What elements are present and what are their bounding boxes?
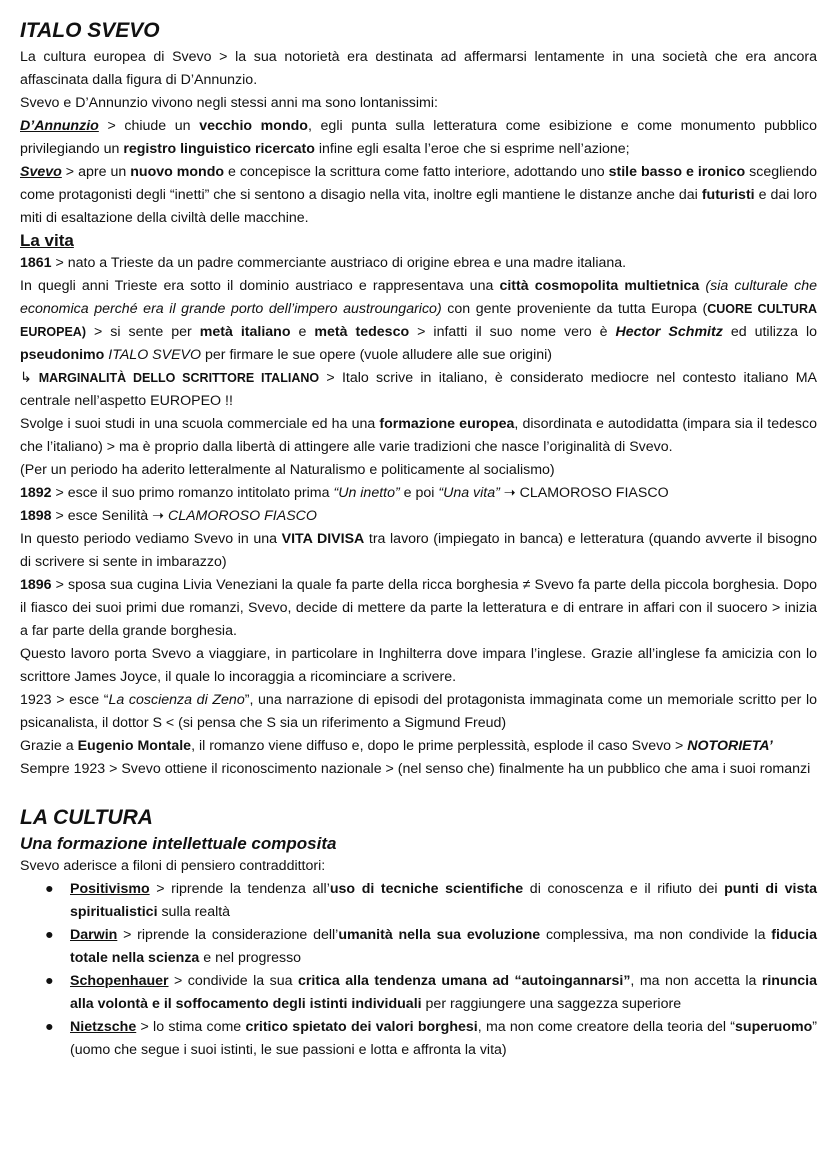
montale-paragraph [20, 735, 817, 758]
section-heading-vita: La vita [20, 231, 74, 250]
list-item [45, 1016, 818, 1062]
bold-run: nuovo mondo [130, 164, 225, 180]
thinker-name: Schopenhauer [70, 973, 169, 989]
text-run: , egli punta sulla letteratura come esibizione e come monumento pubblico privilegiando un [20, 118, 818, 157]
bold-run: superuomo [735, 1019, 813, 1035]
text-run: ”, una narrazione di episodi del protagonista immaginata come un memoriale scritto per lo psicanalista, il dottor S < (si pensa che S sia un riferimento a Sigmund Freud) [20, 692, 818, 731]
text-run: tra lavoro (impiegato in banca) e letteratura (quando avverte il bisogno di scrivere si sente in imbarazzo) [20, 531, 817, 570]
year-1898-paragraph [20, 505, 817, 528]
year-1896-paragraph [20, 574, 817, 643]
bold-run: critica alla tendenza umana ad “autoingannarsi” [298, 973, 631, 989]
bold-run: formazione europea [379, 416, 515, 432]
bold-run: punti di vista spiritualistici [70, 881, 817, 920]
text-run: e concepisce la scrittura come fatto interiore, adottando uno [224, 164, 609, 180]
periodo-paragraph: (Per un periodo ha aderito letteralmente al Naturalismo e politicamente al socialismo) [20, 462, 555, 478]
section-heading-cultura: LA CULTURA [20, 806, 153, 829]
text-run: sulla realtà [157, 904, 231, 920]
text-run: Grazie a [20, 738, 78, 754]
bold-run: metà italiano [199, 324, 291, 340]
text-run: e poi [399, 485, 439, 501]
text-run: e [290, 324, 315, 340]
thinker-name: Darwin [70, 927, 118, 943]
text-run: > esce il suo primo romanzo intitolato prima [51, 485, 334, 501]
text-run: ➝ CLAMOROSO FIASCO [499, 485, 669, 501]
list-item [45, 970, 818, 1016]
cultura-intro: Svevo aderisce a filoni di pensiero contraddittori: [20, 858, 326, 874]
vita-divisa-paragraph [20, 528, 817, 574]
text-run: con gente proveniente da tutta Europa ( [441, 301, 708, 317]
lavoro-paragraph: Questo lavoro porta Svevo a viaggiare, in particolare in Inghilterra dove impara l’inglese. Grazie all’inglese fa amicizia con lo scrittore James Joyce, il quale lo incoraggia a ricominciare a scrivere. [20, 646, 817, 685]
dannunzio-paragraph [20, 115, 817, 161]
thinker-name: Nietzsche [70, 1019, 137, 1035]
bold-run: futuristi [701, 187, 755, 203]
sempre-1923-paragraph: Sempre 1923 > Svevo ottiene il riconoscimento nazionale > (nel senso che) finalmente ha un pubblico che ama i suoi romanzi [20, 761, 811, 777]
svevo-name: Svevo [20, 164, 62, 180]
italic-run: “Una vita” [438, 485, 500, 501]
studi-paragraph [20, 413, 817, 459]
document-page [20, 18, 817, 1062]
text-run: , ma non accetta la [630, 973, 762, 989]
year-label: 1898 [20, 508, 52, 524]
dannunzio-name: D’Annunzio [20, 118, 99, 134]
text-run: per raggiungere una saggezza superiore [421, 996, 682, 1012]
text-run: e dai loro miti di esaltazione della civiltà delle macchine. [20, 187, 817, 226]
text-run: > apre un [61, 164, 131, 180]
spacer [20, 781, 817, 805]
text-run: ” (uomo che segue i suoi istinti, le sue passioni e lotta e affronta la vita) [70, 1019, 818, 1058]
intro-comparison: Svevo e D’Annunzio vivono negli stessi anni ma sono lontanissimi: [20, 95, 438, 111]
year-label: 1896 [20, 577, 52, 593]
text-run: , ma non come creatore della teoria del “ [477, 1019, 736, 1035]
text-run: > riprende la considerazione dell’ [117, 927, 339, 943]
text-run: scegliendo come protagonisti degli “inetti” che si sentono a disagio nella vita, inoltre egli mantiene le distanze anche dai [20, 164, 817, 203]
bold-run: stile basso e ironico [608, 164, 746, 180]
text-run: > condivide la sua [168, 973, 298, 989]
italic-run: CLAMOROSO FIASCO [167, 508, 317, 524]
text-run: , disordinata e autodidatta (impara sia il tedesco che l’italiano) > ma è proprio dalla libertà di attingere alle varie tradizioni che nasce l’originalità di Svevo. [20, 416, 818, 455]
text-run: complessiva, ma non condivide la [540, 927, 772, 943]
bullet-icon: ● [45, 973, 54, 989]
text-run: > riprende la tendenza all’ [149, 881, 330, 897]
bullet-icon: ● [45, 927, 54, 943]
italic-run: (sia culturale che economica perché era il grande porto dell’impero austroungarico) [20, 278, 817, 317]
year-1923-paragraph [20, 689, 817, 735]
page-title: ITALO SVEVO [20, 19, 160, 42]
bullet-icon: ● [45, 881, 54, 897]
text-run: In quegli anni Trieste era sotto il dominio austriaco e rappresentava una [20, 278, 500, 294]
text-run: infine egli esalta l’eroe che si esprime nell’azione; [314, 141, 630, 157]
text-run: ed utilizza lo [722, 324, 818, 340]
text-run: > nato a Trieste da un padre commerciante austriaco di origine ebrea e una madre italiana. [51, 255, 627, 271]
italic-run: “Un inetto” [333, 485, 400, 501]
list-item [45, 878, 817, 924]
smallcaps-run: CUORE CULTURA EUROPEA) [20, 302, 817, 339]
bold-run: registro linguistico ricercato [123, 141, 315, 157]
italic-run: La coscienza di Zeno [108, 692, 245, 708]
text-run: > si sente per [85, 324, 200, 340]
text-run: > Italo scrive in italiano, è considerato mediocre nel contesto italiano MA centrale nell’aspetto EUROPEO !! [20, 370, 817, 409]
list-item [45, 924, 817, 970]
bold-run: umanità nella sua evoluzione [338, 927, 541, 943]
bullet-icon: ● [45, 1019, 54, 1035]
text-run: per firmare le sue opere (vuole alludere alle sue origini) [201, 347, 552, 363]
bold-run: VITA DIVISA [281, 531, 365, 547]
subsection-heading: Una formazione intellettuale composita [20, 834, 337, 853]
smallcaps-run: MARGINALITÀ DELLO SCRITTORE ITALIANO [31, 371, 320, 385]
year-label: 1861 [20, 255, 52, 271]
bold-run: critico spietato dei valori borghesi [245, 1019, 478, 1035]
bold-run: città cosmopolita multietnica [499, 278, 700, 294]
thinker-name: Positivismo [70, 881, 150, 897]
intro-paragraph: La cultura europea di Svevo > la sua notorietà era destinata ad affermarsi lentamente in una società che era ancora affascinata dalla figura di D’Annunzio. [20, 49, 817, 88]
text-run: > sposa sua cugina Livia Veneziani la quale fa parte della ricca borghesia ≠ Svevo fa parte della piccola borghesia. Dopo il fiasco dei suoi primi due romanzi, Svevo, decide di mettere da parte la letteratura e di entrare in affari con il suocero > inizia a far parte della grande borghesia. [20, 577, 817, 639]
year-label: 1892 [20, 485, 52, 501]
return-arrow-icon: ↳ [20, 370, 32, 386]
text-run: > infatti il suo nome vero è [409, 324, 616, 340]
text-run: > lo stima come [136, 1019, 246, 1035]
thinkers-list [20, 878, 817, 1062]
bold-italic-run: Hector Schmitz [615, 324, 723, 340]
bold-run: Eugenio Montale [77, 738, 192, 754]
bold-run: vecchio mondo [199, 118, 308, 134]
bold-run: uso di tecniche scientifiche [329, 881, 524, 897]
bold-italic-run: NOTORIETA’ [687, 738, 773, 754]
bold-run: pseudonimo [20, 347, 105, 363]
text-run: , il romanzo viene diffuso e, dopo le prime perplessità, esplode il caso Svevo > [191, 738, 688, 754]
italic-run: ITALO SVEVO [104, 347, 202, 363]
bold-run: metà tedesco [314, 324, 410, 340]
text-run: e nel progresso [199, 950, 302, 966]
svevo-paragraph [20, 161, 817, 230]
text-run: > chiude un [98, 118, 200, 134]
bold-run: rinuncia alla volontà e il soffocamento degli istinti individuali [70, 973, 818, 1012]
text-run: Svolge i suoi studi in una scuola commerciale ed ha una [20, 416, 380, 432]
year-1861-paragraph [20, 252, 817, 275]
text-run: 1923 > esce “ [20, 692, 109, 708]
bold-run: fiducia totale nella scienza [70, 927, 817, 966]
text-run: > esce Senilità ➝ [51, 508, 168, 524]
year-1892-paragraph [20, 482, 817, 505]
text-run: di conoscenza e il rifiuto dei [523, 881, 725, 897]
text-run: In questo periodo vediamo Svevo in una [20, 531, 282, 547]
marginalita-paragraph [20, 367, 817, 413]
trieste-paragraph [20, 275, 817, 367]
